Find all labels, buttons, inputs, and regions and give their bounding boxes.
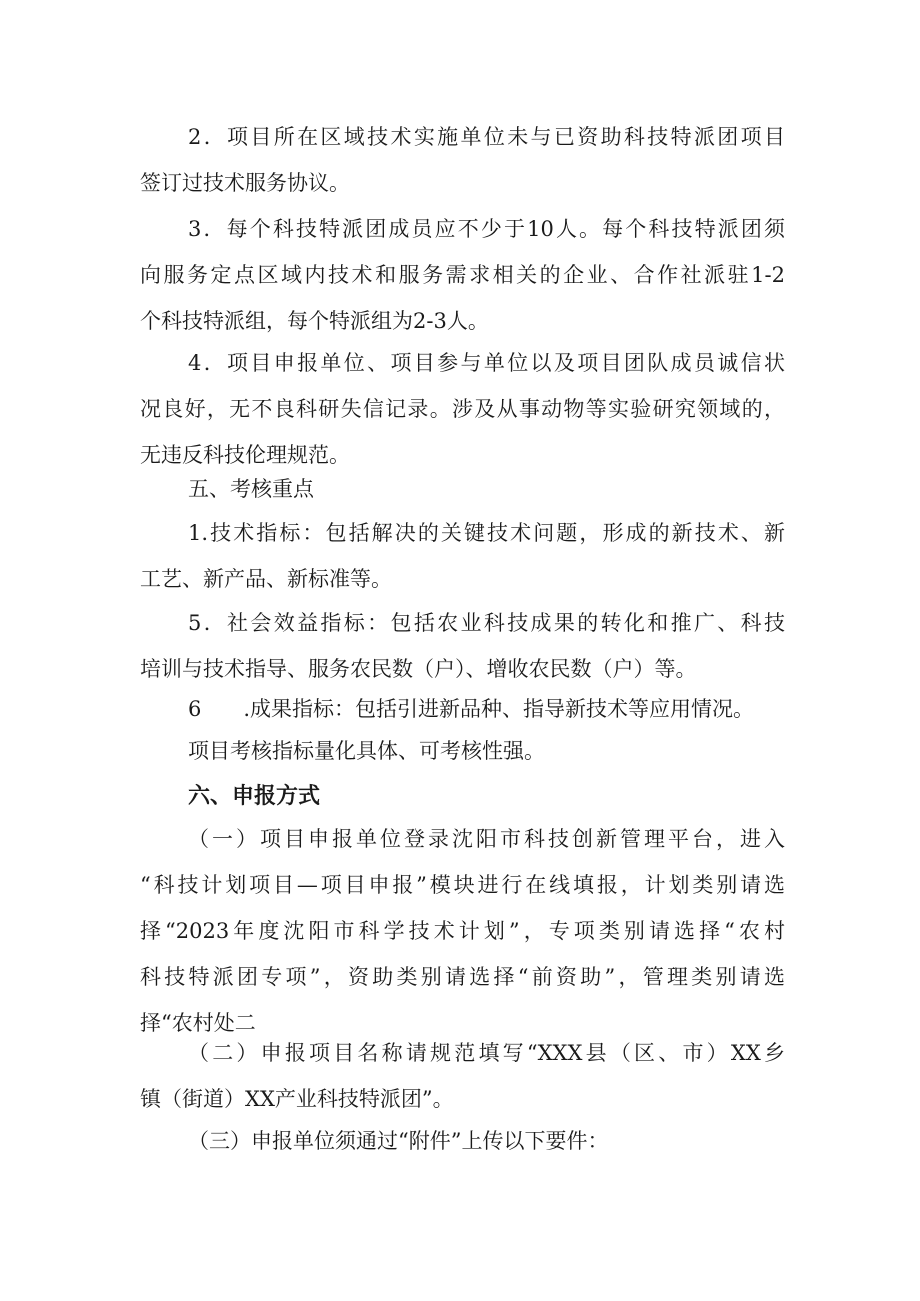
paragraph-application-1 xyxy=(140,816,785,1046)
text-line: 工艺、新产品、新标准等。 xyxy=(140,567,392,591)
text-line: 五、考核重点 xyxy=(188,477,314,501)
paragraph-tech-indicators xyxy=(140,510,785,602)
section-five-heading xyxy=(140,466,785,512)
text-line: 3．每个科技特派团成员应不少于10人。每个科技特派团须 xyxy=(188,217,785,241)
text-line: “科技计划项目—项目申报”模块进行在线填报，计划类别请选 xyxy=(140,873,785,897)
text-line: 个科技特派组，每个特派组为2-3人。 xyxy=(140,309,489,333)
paragraph-3 xyxy=(140,206,785,344)
text-line: 无违反科技伦理规范。 xyxy=(140,443,350,467)
section-six-heading: 六、申报方式 xyxy=(188,784,321,809)
paragraph-application-3 xyxy=(140,1118,785,1164)
text-line: 镇（街道）XX产业科技特派团”。 xyxy=(140,1087,454,1111)
paragraph-application-2 xyxy=(140,1030,785,1122)
paragraph-assessment-note xyxy=(140,728,785,774)
paragraph-4 xyxy=(140,340,785,478)
paragraph-social-benefit xyxy=(140,600,785,692)
text-line: 科技特派团专项”，资助类别请选择“前资助”，管理类别请选 xyxy=(140,965,785,989)
text-line: 4．项目申报单位、项目参与单位以及项目团队成员诚信状 xyxy=(188,351,785,375)
text-line: （三）申报单位须通过“附件”上传以下要件： xyxy=(188,1129,609,1153)
text-line: 签订过技术服务协议。 xyxy=(140,171,350,195)
text-line: 向服务定点区域内技术和服务需求相关的企业、合作社派驻1-2 xyxy=(140,263,785,287)
text-line: 况良好，无不良科研失信记录。涉及从事动物等实验研究领域的， xyxy=(140,397,785,421)
text-line: 择“2023年度沈阳市科学技术计划”，专项类别请选择“农村 xyxy=(140,919,785,943)
text-line: （二）申报项目名称请规范填写“XXX县（区、市）XX乡 xyxy=(188,1041,785,1065)
text-line: （一）项目申报单位登录沈阳市科技创新管理平台，进入 xyxy=(188,827,785,851)
text-line: 1.技术指标：包括解决的关键技术问题，形成的新技术、新 xyxy=(188,521,785,545)
paragraph-result-indicators xyxy=(140,686,785,732)
text-line: 培训与技术指导、服务农民数（户）、增收农民数（户）等。 xyxy=(140,657,697,681)
text-line: 择“农村处二 xyxy=(140,1011,256,1035)
paragraph-2 xyxy=(140,114,785,206)
text-line: 项目考核指标量化具体、可考核性强。 xyxy=(188,739,545,763)
text-line: .成果指标：包括引进新品种、指导新技术等应用情况。 xyxy=(243,697,755,721)
item-number: 6 xyxy=(188,697,202,721)
text-line: 2．项目所在区域技术实施单位未与已资助科技特派团项目 xyxy=(188,125,785,149)
text-line: 5．社会效益指标：包括农业科技成果的转化和推广、科技 xyxy=(188,611,785,635)
